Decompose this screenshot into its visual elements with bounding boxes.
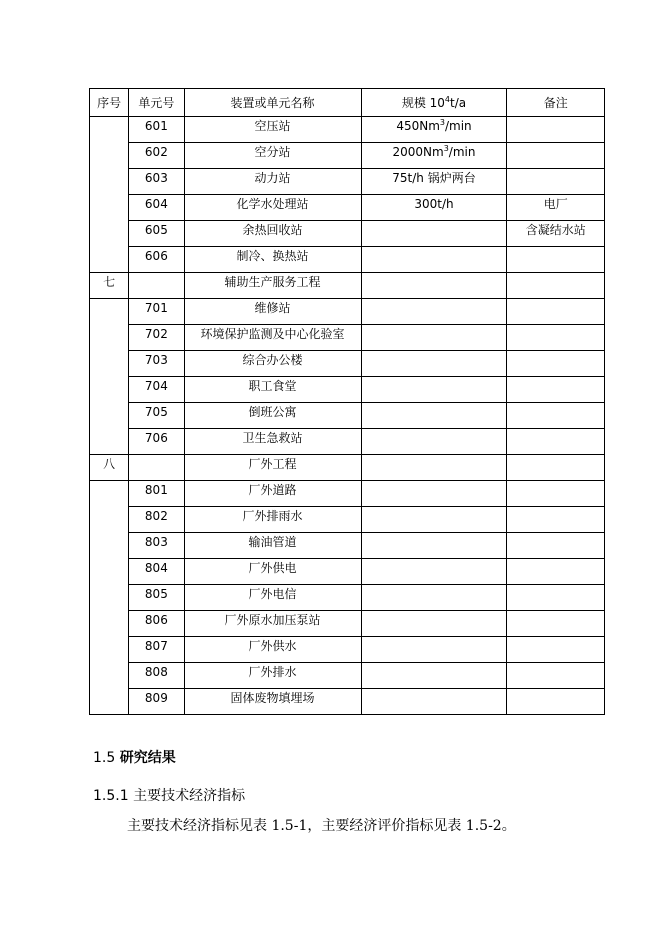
cell-name: 维修站 <box>184 299 361 325</box>
table-row <box>90 533 605 559</box>
cell-seq <box>90 299 129 455</box>
table-row <box>90 221 605 247</box>
header-scale-suffix: t/a <box>450 95 467 110</box>
cell-scale <box>361 351 507 377</box>
cell-name: 职工食堂 <box>184 377 361 403</box>
scale-prefix: 450Nm <box>396 119 440 133</box>
table-row <box>90 559 605 585</box>
cell-scale <box>361 299 507 325</box>
table-row <box>90 377 605 403</box>
table-row <box>90 429 605 455</box>
table-row <box>90 403 605 429</box>
cell-unit <box>129 455 184 481</box>
cell-name: 厂外排雨水 <box>184 507 361 533</box>
cell-name: 厂外供电 <box>184 559 361 585</box>
cell-name: 辅助生产服务工程 <box>184 273 361 299</box>
cell-scale <box>361 507 507 533</box>
units-table <box>89 88 605 715</box>
cell-unit: 702 <box>129 325 184 351</box>
cell-unit: 802 <box>129 507 184 533</box>
table-row <box>90 299 605 325</box>
cell-seq: 八 <box>90 455 129 481</box>
cell-scale <box>361 663 507 689</box>
cell-note <box>507 273 605 299</box>
table-row <box>90 455 605 481</box>
table-row <box>90 351 605 377</box>
subsection-number: 1.5.1 <box>93 788 129 804</box>
cell-name: 厂外排水 <box>184 663 361 689</box>
cell-seq <box>90 117 129 273</box>
cell-seq: 七 <box>90 273 129 299</box>
body-paragraph: 主要技术经济指标见表 1.5-1，主要经济评价指标见表 1.5-2。 <box>127 818 516 834</box>
cell-note <box>507 637 605 663</box>
cell-name: 厂外供水 <box>184 637 361 663</box>
cell-name: 制冷、换热站 <box>184 247 361 273</box>
cell-note <box>507 247 605 273</box>
cell-name: 余热回收站 <box>184 221 361 247</box>
cell-unit: 706 <box>129 429 184 455</box>
cell-name: 卫生急救站 <box>184 429 361 455</box>
section-heading <box>93 747 176 767</box>
cell-unit: 704 <box>129 377 184 403</box>
cell-unit: 603 <box>129 169 184 195</box>
scale-suffix: /min <box>444 119 472 133</box>
cell-name: 厂外电信 <box>184 585 361 611</box>
cell-note <box>507 143 605 169</box>
cell-scale <box>361 611 507 637</box>
cell-name: 动力站 <box>184 169 361 195</box>
cell-unit: 801 <box>129 481 184 507</box>
cell-note <box>507 325 605 351</box>
cell-scale <box>361 637 507 663</box>
cell-scale <box>361 143 507 169</box>
cell-scale: 300t/h <box>361 195 507 221</box>
table-row <box>90 481 605 507</box>
header-scale <box>361 89 507 117</box>
cell-note <box>507 689 605 715</box>
cell-name: 输油管道 <box>184 533 361 559</box>
cell-scale <box>361 559 507 585</box>
cell-unit: 804 <box>129 559 184 585</box>
cell-note <box>507 403 605 429</box>
cell-name: 厂外工程 <box>184 455 361 481</box>
cell-scale <box>361 221 507 247</box>
cell-note: 含凝结水站 <box>507 221 605 247</box>
cell-scale <box>361 585 507 611</box>
table-row <box>90 507 605 533</box>
cell-note <box>507 663 605 689</box>
cell-name: 厂外道路 <box>184 481 361 507</box>
cell-scale <box>361 377 507 403</box>
cell-unit: 806 <box>129 611 184 637</box>
cell-note <box>507 585 605 611</box>
cell-scale <box>361 455 507 481</box>
subsection-heading <box>93 785 245 805</box>
section-title: 研究结果 <box>119 750 176 766</box>
cell-unit: 606 <box>129 247 184 273</box>
cell-unit: 604 <box>129 195 184 221</box>
cell-scale <box>361 481 507 507</box>
subsection-title: 主要技术经济指标 <box>133 788 246 804</box>
table-row <box>90 637 605 663</box>
table-row <box>90 195 605 221</box>
cell-scale <box>361 117 507 143</box>
section-number: 1.5 <box>93 750 116 766</box>
cell-name: 综合办公楼 <box>184 351 361 377</box>
cell-unit: 807 <box>129 637 184 663</box>
cell-name: 厂外原水加压泵站 <box>184 611 361 637</box>
cell-unit: 602 <box>129 143 184 169</box>
cell-name: 空分站 <box>184 143 361 169</box>
cell-scale: 75t/h 锅炉两台 <box>361 169 507 195</box>
cell-unit: 808 <box>129 663 184 689</box>
cell-unit <box>129 273 184 299</box>
cell-note <box>507 559 605 585</box>
scale-sup: 3 <box>443 144 449 153</box>
cell-unit: 601 <box>129 117 184 143</box>
cell-unit: 605 <box>129 221 184 247</box>
header-name: 装置或单元名称 <box>184 89 361 117</box>
cell-note <box>507 351 605 377</box>
table-row <box>90 611 605 637</box>
table-header-row <box>90 89 605 117</box>
table-row <box>90 689 605 715</box>
table-row <box>90 247 605 273</box>
cell-note <box>507 611 605 637</box>
scale-sup: 3 <box>439 118 445 127</box>
cell-unit: 809 <box>129 689 184 715</box>
cell-scale <box>361 403 507 429</box>
table-row <box>90 169 605 195</box>
header-note: 备注 <box>507 89 605 117</box>
cell-note <box>507 481 605 507</box>
header-scale-prefix: 规模 10 <box>401 95 445 110</box>
table-row <box>90 585 605 611</box>
cell-unit: 705 <box>129 403 184 429</box>
cell-unit: 703 <box>129 351 184 377</box>
cell-note <box>507 507 605 533</box>
table-row <box>90 117 605 143</box>
cell-unit: 803 <box>129 533 184 559</box>
header-scale-sup: 4 <box>444 94 451 104</box>
header-seq: 序号 <box>90 89 129 117</box>
cell-note <box>507 377 605 403</box>
table-row <box>90 325 605 351</box>
cell-note: 电厂 <box>507 195 605 221</box>
scale-suffix: /min <box>448 145 476 159</box>
cell-scale <box>361 429 507 455</box>
cell-note <box>507 299 605 325</box>
cell-note <box>507 533 605 559</box>
table-row <box>90 143 605 169</box>
cell-note <box>507 117 605 143</box>
header-unit: 单元号 <box>129 89 184 117</box>
cell-note <box>507 169 605 195</box>
cell-scale <box>361 325 507 351</box>
cell-note <box>507 455 605 481</box>
cell-note <box>507 429 605 455</box>
cell-unit: 701 <box>129 299 184 325</box>
scale-prefix: 2000Nm <box>392 145 444 159</box>
cell-name: 化学水处理站 <box>184 195 361 221</box>
cell-name: 倒班公寓 <box>184 403 361 429</box>
cell-scale <box>361 533 507 559</box>
cell-scale <box>361 273 507 299</box>
cell-name: 环境保护监测及中心化验室 <box>184 325 361 351</box>
cell-scale <box>361 689 507 715</box>
table-row <box>90 663 605 689</box>
cell-name: 空压站 <box>184 117 361 143</box>
cell-seq <box>90 481 129 715</box>
table-row <box>90 273 605 299</box>
cell-scale <box>361 247 507 273</box>
cell-unit: 805 <box>129 585 184 611</box>
cell-name: 固体废物填埋场 <box>184 689 361 715</box>
